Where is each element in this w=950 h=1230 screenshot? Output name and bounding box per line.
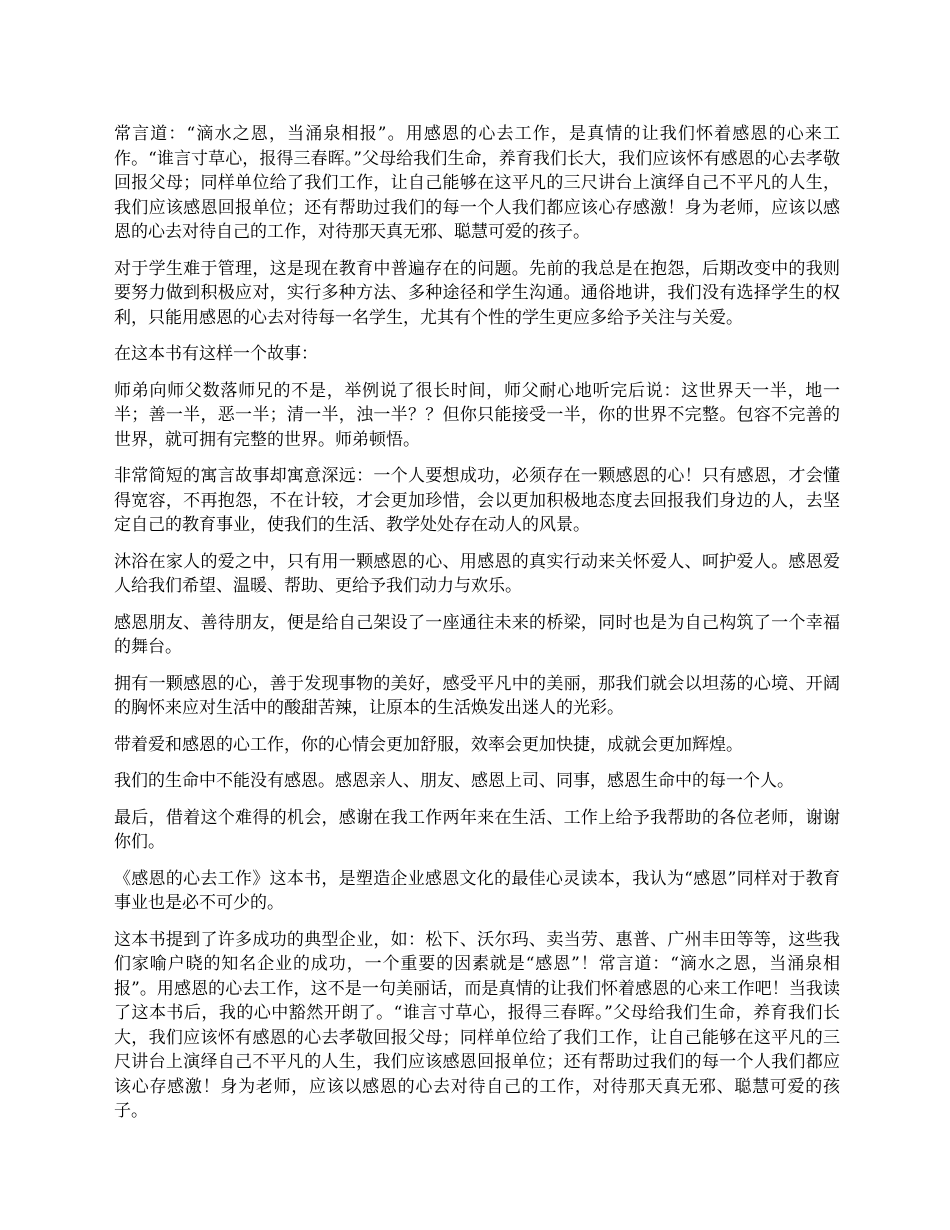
paragraph-10: 我们的生命中不能没有感恩。感恩亲人、朋友、感恩上司、同事，感恩生命中的每一个人。 xyxy=(114,771,794,791)
paragraph-12: 《感恩的心去工作》这本书，是塑造企业感恩文化的最佳心灵读本，我认为“感恩”同样对于教育事业也是必不可少的。 xyxy=(114,868,840,913)
paragraph-11: 最后，借着这个难得的机会，感谢在我工作两年来在生活、工作上给予我帮助的各位老师，谢谢你们。 xyxy=(114,807,840,852)
paragraph-5: 非常简短的寓言故事却寓意深远：一个人要想成功，必须存在一颗感恩的心！只有感恩，才会懂得宽容，不再抱怨，不在计较，才会更加珍惜，会以更加积极地态度去回报我们身边的人，去坚定自己的教育事业，使我们的生活、教学处处存在动人的风景。 xyxy=(114,466,840,535)
paragraph-13: 这本书提到了许多成功的典型企业，如：松下、沃尔玛、卖当劳、惠普、广州丰田等等，这些我们家喻户晓的知名企业的成功，一个重要的因素就是“感恩”！常言道：“滴水之恩，当涌泉相报”。用感恩的心去工作，这不是一句美丽话，而是真情的让我们怀着感恩的心来工作吧！当我读了这本书后，我的心中豁然开朗了。“谁言寸草心，报得三春晖。”父母给我们生命，养育我们长大，我们应该怀有感恩的心去孝敬回报父母；同样单位给了我们工作，让自己能够在这平凡的三尺讲台上演绎自己不平凡的人生，我们应该感恩回报单位；还有帮助过我们的每一个人我们都应该心存感激！身为老师，应该以感恩的心去对待自己的工作，对待那天真无邪、聪慧可爱的孩子。 xyxy=(114,929,840,1121)
paragraph-3: 在这本书有这样一个故事： xyxy=(114,344,318,364)
paragraph-4: 师弟向师父数落师兄的不是，举例说了很长时间，师父耐心地听完后说：这世界天一半，地一半；善一半，恶一半；清一半，浊一半？？但你只能接受一半，你的世界不完整。包容不完善的世界，就可拥有完整的世界。师弟顿悟。 xyxy=(114,380,840,450)
paragraph-8: 拥有一颗感恩的心，善于发现事物的美好，感受平凡中的美丽，那我们就会以坦荡的心境、开阔的胸怀来应对生活中的酸甜苦辣，让原本的生活焕发出迷人的光彩。 xyxy=(114,673,840,718)
paragraph-6: 沐浴在家人的爱之中，只有用一颗感恩的心、用感恩的真实行动来关怀爱人、呵护爱人。感恩爱人给我们希望、温暖、帮助、更给予我们动力与欢乐。 xyxy=(114,551,840,596)
document-page xyxy=(114,122,840,1136)
paragraph-1: 常言道：“滴水之恩，当涌泉相报”。用感恩的心去工作，是真情的让我们怀着感恩的心来工作。“谁言寸草心，报得三春晖。”父母给我们生命，养育我们长大，我们应该怀有感恩的心去孝敬回报父母；同样单位给了我们工作，让自己能够在这平凡的三尺讲台上演绎自己不平凡的人生，我们应该感恩回报单位；还有帮助过我们的每一个人我们都应该心存感激！身为老师，应该以感恩的心去对待自己的工作，对待那天真无邪、聪慧可爱的孩子。 xyxy=(114,124,840,242)
paragraph-2: 对于学生难于管理，这是现在教育中普遍存在的问题。先前的我总是在抱怨，后期改变中的我则要努力做到积极应对，实行多种方法、多种途径和学生沟通。通俗地讲，我们没有选择学生的权利，只能用感恩的心去对待每一名学生，尤其有个性的学生更应多给予关注与关爱。 xyxy=(114,258,840,328)
paragraph-9: 带着爱和感恩的心工作，你的心情会更加舒服，效率会更加快捷，成就会更加辉煌。 xyxy=(114,734,743,755)
paragraph-7: 感恩朋友、善待朋友，便是给自己架设了一座通往未来的桥梁，同时也是为自己构筑了一个幸福的舞台。 xyxy=(114,612,840,657)
